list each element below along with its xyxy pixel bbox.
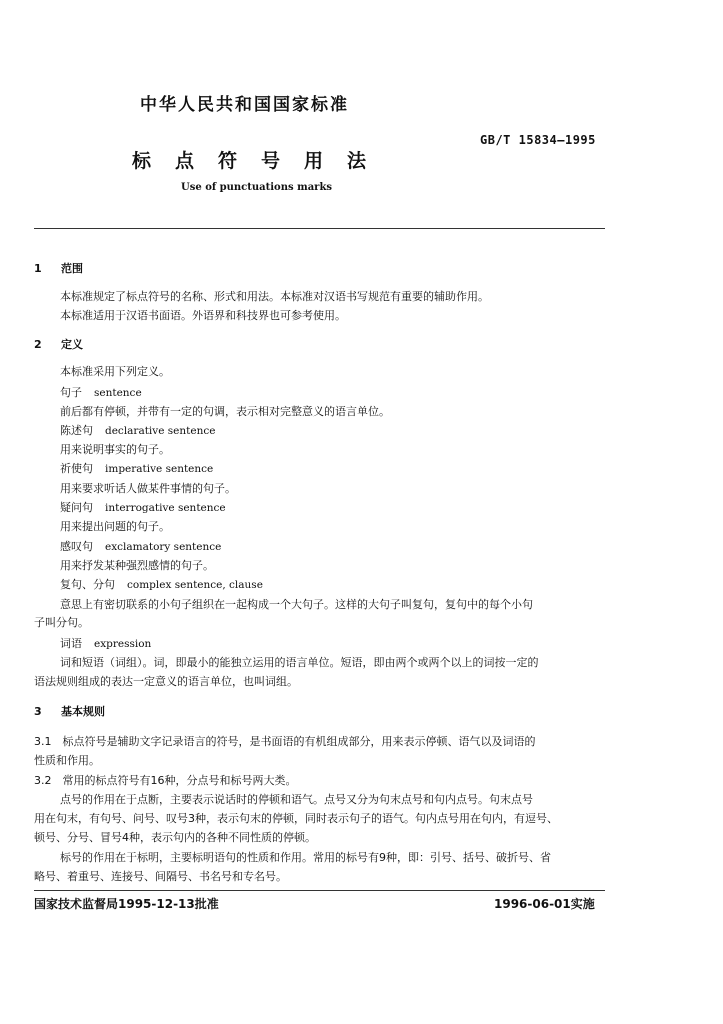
term-en: imperative sentence [105,463,214,475]
term-en: interrogative sentence [105,502,226,514]
section-heading [34,336,83,352]
definition-line: 用来抒发某种强烈感情的句子。 [60,559,214,572]
definition-line: 子叫分句。 [34,616,89,629]
section-title: 基本规则 [61,705,105,718]
definition-line: 前后都有停顿，并带有一定的句调，表示相对完整意义的语言单位。 [60,405,390,418]
body-line: 性质和作用。 [34,754,100,767]
term-line [60,460,213,476]
term-line [60,384,142,400]
definition-line: 用来提出问题的句子。 [60,520,170,533]
term-line [60,635,151,651]
body-line: 3.2 常用的标点符号有16种，分点号和标号两大类。 [34,774,297,787]
body-line: 3.1 标点符号是辅助文字记录语言的符号，是书面语的有机组成部分，用来表示停顿、语气以及词语的 [34,735,536,748]
term-line [60,422,215,438]
body-line: 本标准规定了标点符号的名称、形式和用法。本标准对汉语书写规范有重要的辅助作用。 [60,290,489,303]
term-en: exclamatory sentence [105,541,222,553]
term-line [60,499,226,515]
term-zh: 祈使句 [60,462,93,475]
term-zh: 疑问句 [60,501,93,514]
body-line: 本标准采用下列定义。 [60,365,170,378]
definition-line: 用来说明事实的句子。 [60,443,170,456]
document-subtitle: Use of punctuations marks [181,182,332,193]
footer-rule [34,890,605,891]
section-number: 3 [34,705,42,718]
section-number: 1 [34,262,42,275]
implementation-date: 1996-06-01实施 [494,897,595,911]
organization-title: 中华人民共和国国家标准 [140,95,349,115]
body-line: 用在句末，有句号、问号、叹号3种，表示句末的停顿，同时表示句子的语气。句内点号用在句内，有逗号、 [34,812,558,825]
section-title: 定义 [61,338,83,351]
header-rule [34,228,605,229]
body-line: 点号的作用在于点断，主要表示说话时的停顿和语气。点号又分为句末点号和句内点号。句末点号 [60,793,533,806]
term-zh: 词语 [60,637,82,650]
standard-number: GB/T 15834—1995 [480,133,596,147]
body-line: 顿号、分号、冒号4种，表示句内的各种不同性质的停顿。 [34,831,316,844]
term-zh: 感叹句 [60,540,93,553]
term-en: complex sentence, clause [127,579,263,591]
term-line [60,538,221,554]
definition-line: 用来要求听话人做某件事情的句子。 [60,482,236,495]
section-number: 2 [34,338,42,351]
body-line: 标号的作用在于标明，主要标明语句的性质和作用。常用的标号有9种，即：引号、括号、破折号、省 [60,851,551,864]
term-en: expression [94,638,152,650]
term-en: sentence [94,387,142,399]
section-title: 范围 [61,262,83,275]
document-title: 标点符号用法 [132,150,391,172]
body-line: 略号、着重号、连接号、间隔号、书名号和专名号。 [34,870,287,883]
term-zh: 陈述句 [60,424,93,437]
section-heading [34,260,83,276]
definition-line: 词和短语（词组）。词，即最小的能独立运用的语言单位。短语，即由两个或两个以上的词按一定的 [60,656,539,669]
term-zh: 句子 [60,386,82,399]
definition-line: 语法规则组成的表达一定意义的语言单位，也叫词组。 [34,675,298,688]
section-heading [34,703,105,719]
term-zh: 复句、分句 [60,578,115,591]
term-en: declarative sentence [105,425,216,437]
definition-line: 意思上有密切联系的小句子组织在一起构成一个大句子。这样的大句子叫复句，复句中的每个小句 [60,598,533,611]
body-line: 本标准适用于汉语书面语。外语界和科技界也可参考使用。 [60,309,346,322]
term-line [60,576,263,592]
approval-date: 国家技术监督局1995-12-13批准 [34,897,219,911]
